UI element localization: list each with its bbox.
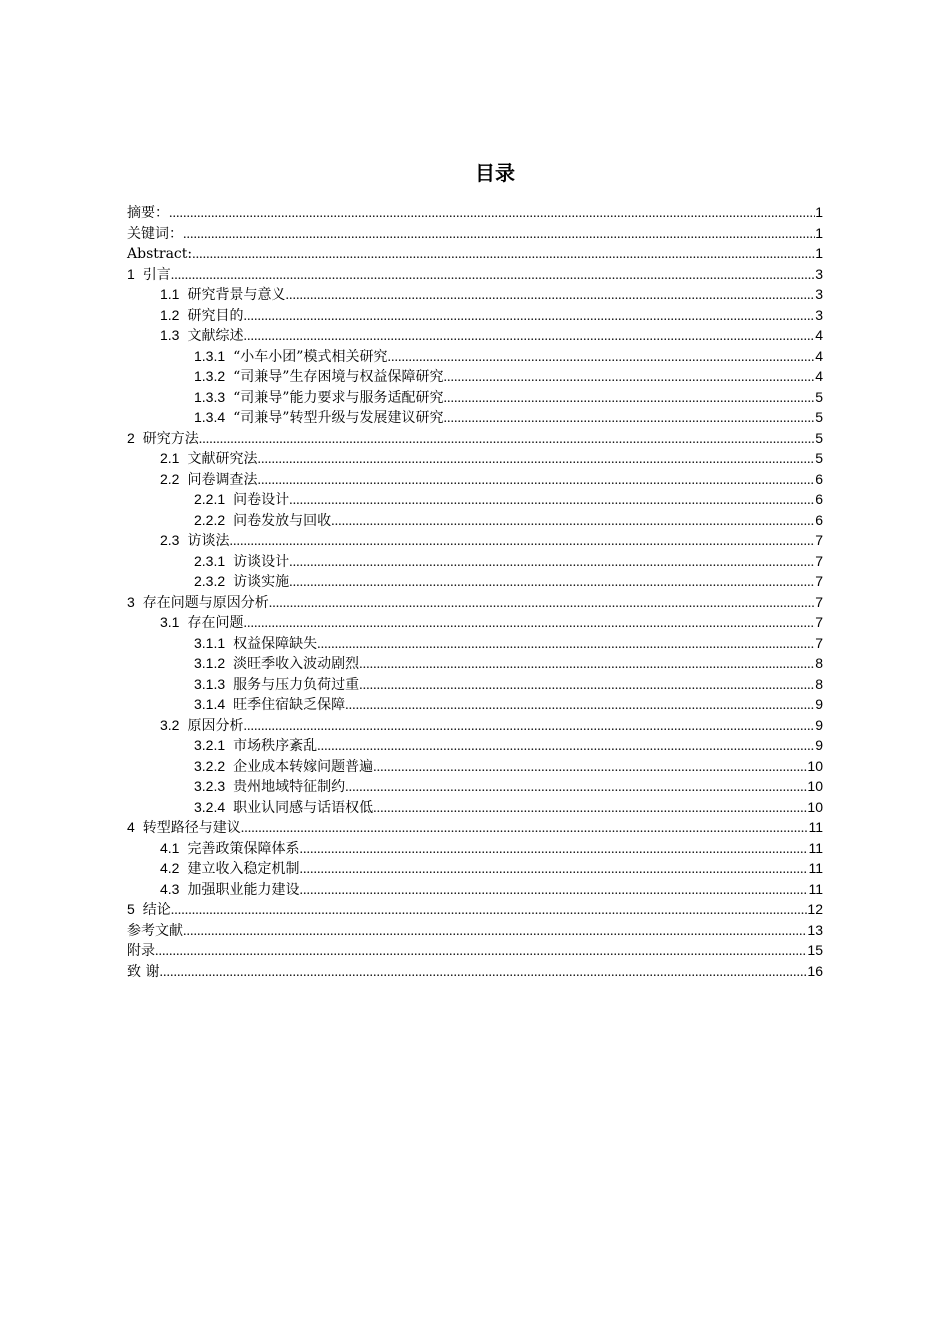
toc-entry-title [127, 921, 183, 942]
toc-entry-label: 企业成本转嫁问题普遍 [233, 758, 374, 775]
toc-entry-number: 4.1 [160, 839, 180, 856]
dot-leader [289, 553, 815, 574]
dot-leader [359, 655, 815, 676]
dot-leader [299, 840, 808, 861]
toc-entry-label: 访谈实施 [233, 574, 290, 590]
toc-entry-title [194, 346, 387, 368]
toc-entry-title [194, 653, 359, 675]
toc-entry-label: “司兼导”生存困境与权益保障研究 [233, 369, 444, 385]
dot-leader [289, 491, 815, 512]
dot-leader [317, 737, 815, 758]
toc-entry[interactable] [127, 571, 823, 592]
toc-page-number: 5 [815, 429, 823, 446]
toc-entry-number: 1.3 [160, 327, 180, 343]
toc-entry-title [127, 899, 171, 921]
toc-entry-number: 5 [127, 901, 135, 917]
toc-entry-label: 贵州地域特征制约 [233, 779, 346, 795]
toc-entry[interactable] [127, 428, 823, 449]
dot-leader [159, 963, 807, 984]
toc-entry-title [127, 592, 269, 614]
toc-page-number: 4 [815, 327, 823, 343]
toc-entry-label: 结论 [142, 902, 171, 918]
toc-entry-title [127, 962, 159, 983]
toc-entry[interactable] [127, 899, 823, 920]
dot-leader [192, 245, 815, 266]
toc-entry-title [194, 489, 289, 511]
toc-entry[interactable] [127, 612, 823, 633]
toc-page-number: 1 [815, 204, 823, 220]
toc-entry[interactable] [127, 920, 823, 941]
toc-entry-number: 3.2.1 [194, 737, 226, 753]
toc-page-number: 11 [808, 860, 823, 876]
toc-entry-title [127, 817, 241, 839]
toc-entry[interactable] [127, 735, 823, 756]
dot-leader [169, 204, 815, 225]
toc-page-number: 16 [807, 962, 823, 979]
dot-leader [243, 327, 815, 348]
toc-entry-title [160, 858, 299, 880]
toc-entry-title [160, 612, 243, 634]
toc-entry-title [194, 756, 373, 778]
toc-entry[interactable] [127, 223, 823, 244]
toc-entry-label: 旺季住宿缺乏保障 [233, 697, 346, 713]
toc-entry-label: 参考文献 [127, 922, 183, 939]
toc-entry[interactable] [127, 264, 823, 285]
toc-entry-number: 3.1.3 [194, 675, 226, 692]
page-title: 目录 [475, 161, 515, 186]
toc-entry-label: 研究方法 [142, 430, 199, 447]
toc-entry-label: 转型路径与建议 [142, 820, 241, 836]
toc-page-number: 1 [815, 224, 823, 241]
toc-entry-label: 摘要： [127, 205, 169, 221]
toc-entry[interactable] [127, 715, 823, 736]
dot-leader [289, 573, 815, 594]
toc-entry[interactable] [127, 858, 823, 879]
dot-leader [387, 348, 815, 369]
toc-entry-number: 4.3 [160, 880, 180, 897]
dot-leader [317, 635, 815, 656]
dot-leader [359, 676, 815, 697]
dot-leader [345, 696, 815, 717]
toc-entry[interactable] [127, 325, 823, 346]
toc-entry-number: 2.2 [160, 470, 180, 487]
toc-entry[interactable] [127, 817, 823, 838]
toc-entry-title [160, 530, 229, 552]
toc-page-number: 15 [807, 942, 823, 958]
toc-entry-title [194, 633, 317, 655]
toc-entry[interactable] [127, 448, 823, 469]
dot-leader [285, 286, 815, 307]
toc-entry-label: 建立收入稳定机制 [187, 861, 300, 877]
toc-entry-title [194, 366, 443, 388]
toc-entry-number: 2.2.1 [194, 491, 226, 507]
toc-entry-number: 4.2 [160, 860, 180, 876]
toc-entry-number: 2 [127, 429, 135, 446]
dot-leader [443, 368, 815, 389]
toc-page-number: 13 [807, 921, 823, 938]
toc-entry-label: Abstract: [127, 246, 193, 262]
toc-entry[interactable] [127, 879, 823, 900]
toc-entry-title [194, 776, 345, 798]
toc-entry-number: 2.2.2 [194, 511, 226, 528]
dot-leader [243, 307, 815, 328]
toc-entry-title [160, 305, 243, 327]
toc-entry[interactable] [127, 653, 823, 674]
toc-entry-title [160, 838, 299, 860]
toc-page-number: 6 [815, 470, 823, 487]
toc-entry-number: 3.2 [160, 716, 180, 733]
toc-entry-title [194, 551, 289, 573]
toc-page-number: 9 [815, 737, 823, 753]
toc-entry-label: 权益保障缺失 [233, 635, 318, 652]
toc-entry[interactable] [127, 838, 823, 859]
toc-page-number: 3 [815, 306, 823, 323]
toc-page-number: 3 [815, 265, 823, 282]
toc-entry[interactable] [127, 756, 823, 777]
toc-entry-number: 2.3.1 [194, 552, 226, 569]
toc-entry[interactable] [127, 387, 823, 408]
toc-entry-number: 3.1.2 [194, 655, 226, 671]
toc-entry-title [194, 387, 443, 409]
dot-leader [183, 922, 807, 943]
toc-entry-label: “小车小团”模式相关研究 [233, 348, 388, 365]
dot-leader [331, 512, 815, 533]
dot-leader [299, 881, 808, 902]
toc-entry-title [194, 674, 359, 696]
dot-leader [299, 860, 808, 881]
toc-entry[interactable] [127, 776, 823, 797]
toc-entry-label: 访谈法 [187, 533, 230, 549]
toc-page-number: 9 [815, 696, 823, 712]
toc-entry[interactable] [127, 469, 823, 490]
toc-entry-title [160, 879, 299, 901]
toc-entry-number: 3.1 [160, 614, 180, 630]
toc-entry-title [160, 284, 285, 306]
toc-entry-number: 3.2.4 [194, 798, 226, 815]
toc-entry[interactable] [127, 530, 823, 551]
toc-entry[interactable] [127, 202, 823, 223]
toc-page-number: 4 [815, 347, 823, 364]
dot-leader [257, 471, 815, 492]
table-of-contents [127, 202, 823, 981]
toc-entry-title [127, 264, 171, 286]
toc-entry-number: 1.2 [160, 306, 180, 323]
toc-entry-label: 研究背景与意义 [187, 287, 286, 303]
dot-leader [171, 901, 808, 922]
toc-entry-label: 文献研究法 [187, 451, 258, 467]
toc-page-number: 7 [815, 552, 823, 569]
dot-leader [241, 819, 809, 840]
toc-entry-number: 3.1.4 [194, 696, 226, 712]
toc-entry-label: 访谈设计 [233, 553, 290, 570]
toc-page-number: 12 [807, 901, 823, 917]
toc-page-number: 7 [815, 573, 823, 589]
toc-page-number: 9 [815, 716, 823, 733]
toc-entry-number: 3.1.1 [194, 634, 226, 651]
toc-entry-number: 3.2.2 [194, 757, 226, 774]
dot-leader [229, 532, 815, 553]
toc-page-number: 4 [815, 368, 823, 384]
toc-entry-title [194, 735, 317, 757]
toc-entry-title [160, 448, 257, 470]
toc-entry-number: 3 [127, 593, 135, 610]
dot-leader [171, 266, 815, 287]
toc-entry-label: 问卷设计 [233, 492, 290, 508]
toc-entry-number: 2.1 [160, 450, 180, 466]
toc-entry-number: 1.1 [160, 286, 180, 302]
toc-entry-number: 1.3.1 [194, 347, 226, 364]
toc-entry-number: 4 [127, 819, 135, 835]
toc-page-number: 3 [815, 286, 823, 302]
toc-entry[interactable] [127, 346, 823, 367]
toc-entry-label: 加强职业能力建设 [187, 881, 300, 898]
toc-page-number: 11 [808, 839, 823, 856]
toc-entry[interactable] [127, 940, 823, 961]
toc-entry-label: 附录 [127, 943, 155, 959]
toc-entry-title [194, 407, 443, 429]
toc-page-number: 7 [815, 593, 823, 610]
toc-page-number: 7 [815, 634, 823, 651]
toc-entry-label: 文献综述 [187, 328, 244, 344]
toc-entry-title [127, 941, 155, 962]
toc-entry[interactable] [127, 961, 823, 982]
toc-page-number: 10 [807, 778, 823, 794]
dot-leader [269, 594, 815, 615]
toc-entry-title [127, 244, 192, 265]
toc-page-number: 11 [808, 880, 823, 897]
toc-entry-label: 市场秩序紊乱 [233, 738, 318, 754]
toc-entry[interactable] [127, 592, 823, 613]
toc-page-number: 1 [815, 245, 823, 261]
toc-entry[interactable] [127, 551, 823, 572]
toc-entry-label: 致 谢 [127, 963, 160, 980]
toc-entry[interactable] [127, 407, 823, 428]
dot-leader [373, 799, 807, 820]
toc-page-number: 7 [815, 614, 823, 630]
toc-page-number: 11 [808, 819, 823, 835]
toc-entry-label: 职业认同感与话语权低 [233, 799, 374, 816]
toc-entry[interactable] [127, 366, 823, 387]
toc-entry[interactable] [127, 305, 823, 326]
toc-entry-number: 2.3 [160, 532, 180, 548]
toc-page-number: 6 [815, 491, 823, 507]
toc-entry-title [194, 797, 373, 819]
dot-leader [373, 758, 807, 779]
toc-entry-title [127, 203, 169, 224]
toc-entry-label: 完善政策保障体系 [187, 840, 300, 857]
toc-entry-label: “司兼导”转型升级与发展建议研究 [233, 410, 444, 426]
toc-entry-title [127, 428, 199, 450]
dot-leader [155, 942, 807, 963]
toc-entry-label: 问卷调查法 [187, 471, 258, 488]
toc-entry[interactable] [127, 674, 823, 695]
toc-entry-title [160, 715, 243, 737]
toc-entry-label: 存在问题与原因分析 [142, 594, 269, 611]
toc-page-number: 10 [807, 757, 823, 774]
toc-entry[interactable] [127, 284, 823, 305]
toc-entry-label: 问卷发放与回收 [233, 512, 332, 529]
toc-entry-title [160, 325, 243, 347]
dot-leader [257, 450, 815, 471]
toc-entry[interactable] [127, 510, 823, 531]
dot-leader [243, 717, 815, 738]
toc-entry-title [194, 694, 345, 716]
toc-entry-number: 2.3.2 [194, 573, 226, 589]
toc-page-number: 8 [815, 675, 823, 692]
toc-entry-label: 引言 [142, 266, 171, 283]
toc-entry-number: 1.3.3 [194, 388, 226, 405]
toc-entry-number: 1.3.4 [194, 409, 226, 425]
dot-leader [443, 389, 815, 410]
toc-page-number: 5 [815, 450, 823, 466]
toc-entry-number: 3.2.3 [194, 778, 226, 794]
toc-page-number: 10 [807, 798, 823, 815]
dot-leader [199, 430, 815, 451]
dot-leader [443, 409, 815, 430]
toc-entry-title [194, 510, 331, 532]
toc-entry-title [194, 571, 289, 593]
toc-entry[interactable] [127, 797, 823, 818]
toc-entry[interactable] [127, 633, 823, 654]
toc-entry-label: 服务与压力负荷过重 [233, 676, 360, 693]
dot-leader [243, 614, 815, 635]
toc-entry-label: 存在问题 [187, 615, 244, 631]
toc-entry-number: 1 [127, 265, 135, 282]
toc-entry[interactable] [127, 694, 823, 715]
toc-entry-title [127, 224, 183, 245]
dot-leader [183, 225, 815, 246]
toc-entry-title [160, 469, 257, 491]
toc-entry[interactable] [127, 243, 823, 264]
toc-entry-number: 1.3.2 [194, 368, 226, 384]
toc-page-number: 5 [815, 388, 823, 405]
toc-page-number: 5 [815, 409, 823, 425]
toc-page-number: 8 [815, 655, 823, 671]
toc-page-number: 6 [815, 511, 823, 528]
toc-entry-label: “司兼导”能力要求与服务适配研究 [233, 389, 444, 406]
toc-entry-label: 原因分析 [187, 717, 244, 734]
toc-entry[interactable] [127, 489, 823, 510]
toc-entry-label: 关键词： [127, 225, 183, 242]
dot-leader [345, 778, 807, 799]
toc-entry-label: 研究目的 [187, 307, 244, 324]
toc-entry-label: 淡旺季收入波动剧烈 [233, 656, 360, 672]
toc-page-number: 7 [815, 532, 823, 548]
